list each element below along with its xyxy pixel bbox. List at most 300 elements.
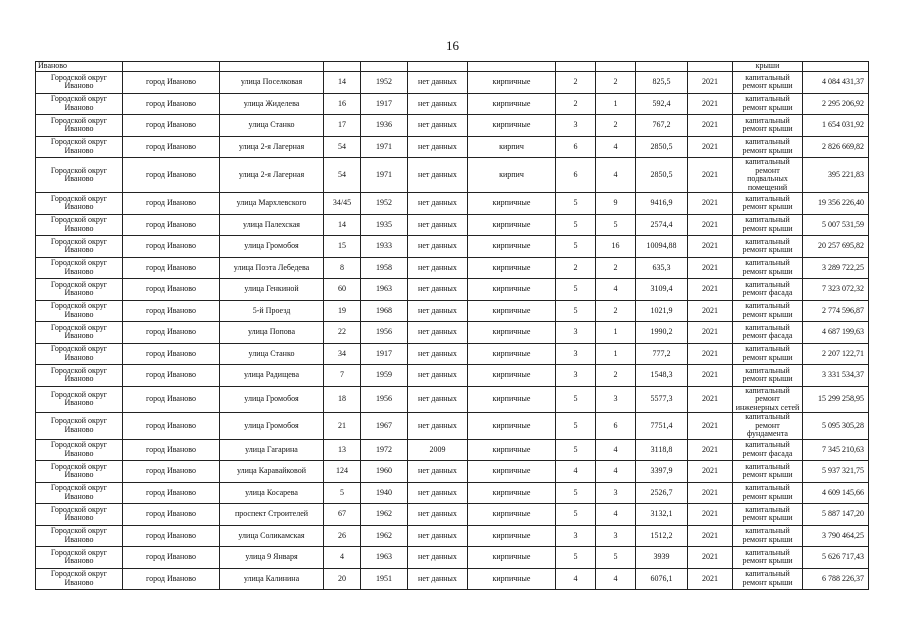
street-cell: улица Громобоя [220,413,324,440]
planned-year-cell: 2021 [688,72,733,94]
street-cell: улица Калинина [220,568,324,590]
year-built-cell: 1951 [361,568,408,590]
wall-material-cell: кирпичные [468,547,556,569]
entrances-cell: 5 [596,547,636,569]
entrances-cell: 1 [596,93,636,115]
municipality-cell: Городской округ Иваново [36,214,123,236]
last-overhaul-year-cell: нет данных [408,482,468,504]
planned-year-cell: 2021 [688,193,733,215]
area-cell: 777,2 [636,343,688,365]
municipality-cell: Городской округ Иваново [36,300,123,322]
work-type-cell: капитальный ремонт крыши [733,72,803,94]
entrances-cell: 9 [596,193,636,215]
year-built-cell: 1952 [361,72,408,94]
floors-cell: 5 [556,214,596,236]
table-row [36,300,869,322]
table-row [36,136,869,158]
cost-cell: 6 788 226,37 [803,568,869,590]
street-cell: улица Станко [220,115,324,137]
planned-year-cell: 2021 [688,236,733,258]
entrances-cell: 4 [596,439,636,461]
cost-cell: 2 826 669,82 [803,136,869,158]
work-type-cell: капитальный ремонт крыши [733,93,803,115]
municipality-cell: Городской округ Иваново [36,482,123,504]
year-built-cell: 1933 [361,236,408,258]
settlement-cell: город Иваново [123,115,220,137]
year-built-cell: 1956 [361,386,408,413]
house-number-cell: 18 [324,386,361,413]
house-number-cell: 7 [324,365,361,387]
wall-material-cell: кирпичные [468,214,556,236]
planned-year-cell: 2021 [688,413,733,440]
settlement-cell: город Иваново [123,525,220,547]
work-type-cell: капитальный ремонт крыши [733,504,803,526]
municipality-cell: Городской округ Иваново [36,257,123,279]
street-cell: улица Соликамская [220,525,324,547]
planned-year-cell: 2021 [688,439,733,461]
street-cell: улица 9 Января [220,547,324,569]
cost-cell: 5 095 305,28 [803,413,869,440]
cost-cell: 4 687 199,63 [803,322,869,344]
settlement-cell: город Иваново [123,257,220,279]
area-cell: 10094,88 [636,236,688,258]
last-overhaul-year-cell: нет данных [408,461,468,483]
planned-year-cell: 2021 [688,158,733,193]
municipality-cell: Городской округ Иваново [36,236,123,258]
planned-year-cell: 2021 [688,257,733,279]
work-type-cell: капитальный ремонт крыши [733,568,803,590]
year-built-cell: 1972 [361,439,408,461]
year-built-cell: 1959 [361,365,408,387]
last-overhaul-year-cell: нет данных [408,115,468,137]
settlement-cell: город Иваново [123,158,220,193]
wall-material-cell: кирпичные [468,93,556,115]
work-type-cell: капитальный ремонт крыши [733,214,803,236]
house-number-cell: 8 [324,257,361,279]
planned-year-cell: 2021 [688,322,733,344]
planned-year-cell: 2021 [688,214,733,236]
last-overhaul-year-cell: нет данных [408,504,468,526]
work-type-cell: капитальный ремонт крыши [733,193,803,215]
street-cell: улица Станко [220,343,324,365]
house-number-cell: 14 [324,214,361,236]
table-row-continued [36,62,869,72]
work-type-cell: капитальный ремонт крыши [733,257,803,279]
planned-year-cell: 2021 [688,93,733,115]
wall-material-cell: кирпич [468,158,556,193]
house-number-cell: 124 [324,461,361,483]
street-cell: улица 2-я Лагерная [220,158,324,193]
area-cell: 3132,1 [636,504,688,526]
wall-material-cell: кирпичные [468,257,556,279]
floors-cell: 5 [556,300,596,322]
street-cell: улица Косарева [220,482,324,504]
house-number-cell: 14 [324,72,361,94]
house-number-cell: 22 [324,322,361,344]
last-overhaul-year-cell: нет данных [408,525,468,547]
cost-cell: 3 289 722,25 [803,257,869,279]
area-cell: 1021,9 [636,300,688,322]
municipality-cell: Городской округ Иваново [36,413,123,440]
wall-material-cell: кирпичные [468,525,556,547]
cost-cell: 5 887 147,20 [803,504,869,526]
year-built-cell: 1917 [361,343,408,365]
last-overhaul-year-cell: нет данных [408,214,468,236]
work-type-cell: капитальный ремонт фасада [733,279,803,301]
municipality-cell: Городской округ Иваново [36,72,123,94]
table-row [36,365,869,387]
floors-cell: 5 [556,279,596,301]
work-type-cell: капитальный ремонт крыши [733,236,803,258]
house-number-cell: 26 [324,525,361,547]
municipality-cell: Городской округ Иваново [36,525,123,547]
wall-material-cell: кирпичные [468,461,556,483]
entrances-cell: 2 [596,257,636,279]
last-overhaul-year-cell: нет данных [408,236,468,258]
settlement-cell: город Иваново [123,504,220,526]
floors-cell: 3 [556,322,596,344]
municipality-cell: Городской округ Иваново [36,439,123,461]
last-overhaul-year-cell: нет данных [408,257,468,279]
planned-year-cell: 2021 [688,461,733,483]
house-number-cell: 4 [324,547,361,569]
year-built-cell: 1963 [361,547,408,569]
floors-cell: 6 [556,136,596,158]
wall-material-cell: кирпичные [468,343,556,365]
area-cell: 9416,9 [636,193,688,215]
table-row [36,439,869,461]
cost-cell: 1 654 031,92 [803,115,869,137]
planned-year-cell: 2021 [688,482,733,504]
cost-cell: 2 774 596,87 [803,300,869,322]
last-overhaul-year-cell: нет данных [408,386,468,413]
year-built-cell: 1935 [361,214,408,236]
year-built-cell: 1963 [361,279,408,301]
street-cell: улица Радищева [220,365,324,387]
work-type-cell: капитальный ремонт крыши [733,365,803,387]
area-cell: 767,2 [636,115,688,137]
table-row [36,322,869,344]
entrances-cell: 1 [596,322,636,344]
last-overhaul-year-cell: нет данных [408,93,468,115]
table-row [36,386,869,413]
planned-year-cell: 2021 [688,568,733,590]
work-type-cell: капитальный ремонт крыши [733,136,803,158]
street-cell: улица Жиделева [220,93,324,115]
table-row [36,547,869,569]
street-cell: улица Гагарина [220,439,324,461]
street-cell: улица Поэта Лебедева [220,257,324,279]
wall-material-cell: кирпичные [468,365,556,387]
table-row [36,525,869,547]
municipality-cell: Городской округ Иваново [36,547,123,569]
area-cell: 2850,5 [636,158,688,193]
entrances-cell: 3 [596,482,636,504]
wall-material-cell: кирпичные [468,279,556,301]
work-type-cell: капитальный ремонт крыши [733,482,803,504]
planned-year-cell: 2021 [688,386,733,413]
area-cell: 635,3 [636,257,688,279]
work-type-cell: капитальный ремонт крыши [733,461,803,483]
planned-year-cell: 2021 [688,365,733,387]
entrances-cell: 4 [596,568,636,590]
floors-cell: 3 [556,525,596,547]
floors-cell: 3 [556,115,596,137]
settlement-cell: город Иваново [123,300,220,322]
entrances-cell: 4 [596,158,636,193]
last-overhaul-year-cell: нет данных [408,365,468,387]
area-cell: 1548,3 [636,365,688,387]
house-number-cell: 13 [324,439,361,461]
last-overhaul-year-cell: нет данных [408,72,468,94]
cost-cell: 7 323 072,32 [803,279,869,301]
area-cell: 3939 [636,547,688,569]
area-cell: 3118,8 [636,439,688,461]
entrances-cell: 2 [596,365,636,387]
floors-cell: 5 [556,547,596,569]
floors-cell: 2 [556,72,596,94]
work-type-cell: капитальный ремонт крыши [733,300,803,322]
settlement-cell: город Иваново [123,136,220,158]
entrances-cell: 2 [596,300,636,322]
municipality-cell: Городской округ Иваново [36,136,123,158]
cost-cell: 395 221,83 [803,158,869,193]
floors-cell: 2 [556,257,596,279]
year-built-cell: 1940 [361,482,408,504]
last-overhaul-year-cell: нет данных [408,136,468,158]
last-overhaul-year-cell: нет данных [408,300,468,322]
table-row [36,279,869,301]
floors-cell: 3 [556,365,596,387]
cost-cell: 4 084 431,37 [803,72,869,94]
year-built-cell: 1952 [361,193,408,215]
municipality-cell: Городской округ Иваново [36,386,123,413]
floors-cell: 5 [556,482,596,504]
planned-year-cell: 2021 [688,547,733,569]
floors-cell: 5 [556,439,596,461]
floors-cell: 3 [556,343,596,365]
floors-cell: 5 [556,193,596,215]
work-type-cell: капитальный ремонт крыши [733,547,803,569]
street-cell: улица Генкиной [220,279,324,301]
street-cell: улица Попова [220,322,324,344]
settlement-cell: город Иваново [123,439,220,461]
entrances-cell: 4 [596,504,636,526]
wall-material-cell: кирпичные [468,504,556,526]
work-type-cell: капитальный ремонт фасада [733,322,803,344]
year-built-cell: 1960 [361,461,408,483]
year-built-cell: 1971 [361,158,408,193]
entrances-cell: 16 [596,236,636,258]
wall-material-cell: кирпичные [468,322,556,344]
house-number-cell: 60 [324,279,361,301]
last-overhaul-year-cell: нет данных [408,547,468,569]
cost-cell: 5 007 531,59 [803,214,869,236]
municipality-cell: Городской округ Иваново [36,504,123,526]
cost-cell: 20 257 695,82 [803,236,869,258]
area-cell: 2526,7 [636,482,688,504]
entrances-cell: 4 [596,136,636,158]
year-built-cell: 1962 [361,504,408,526]
last-overhaul-year-cell: нет данных [408,568,468,590]
settlement-cell: город Иваново [123,322,220,344]
year-built-cell: 1968 [361,300,408,322]
wall-material-cell: кирпичные [468,386,556,413]
wall-material-cell: кирпичные [468,413,556,440]
cost-cell: 15 299 258,95 [803,386,869,413]
municipality-cell: Иваново [36,62,123,72]
last-overhaul-year-cell: 2009 [408,439,468,461]
entrances-cell: 3 [596,386,636,413]
table-row [36,93,869,115]
settlement-cell: город Иваново [123,279,220,301]
table-row [36,504,869,526]
street-cell: улица Мархлевского [220,193,324,215]
wall-material-cell: кирпичные [468,300,556,322]
municipality-cell: Городской округ Иваново [36,279,123,301]
floors-cell: 2 [556,93,596,115]
last-overhaul-year-cell: нет данных [408,343,468,365]
wall-material-cell: кирпичные [468,439,556,461]
table-row [36,72,869,94]
page-number: 16 [446,38,459,53]
cost-cell: 7 345 210,63 [803,439,869,461]
wall-material-cell: кирпичные [468,72,556,94]
settlement-cell: город Иваново [123,343,220,365]
work-type-cell: капитальный ремонт инженерных сетей [733,386,803,413]
floors-cell: 5 [556,504,596,526]
house-number-cell: 15 [324,236,361,258]
cost-cell: 3 331 534,37 [803,365,869,387]
work-type-cell: капитальный ремонт фундамента [733,413,803,440]
street-cell: улица Каравайковой [220,461,324,483]
area-cell: 2574,4 [636,214,688,236]
municipality-cell: Городской округ Иваново [36,158,123,193]
work-type-cell: капитальный ремонт крыши [733,115,803,137]
house-number-cell: 5 [324,482,361,504]
house-number-cell: 21 [324,413,361,440]
year-built-cell: 1971 [361,136,408,158]
work-type-cell: капитальный ремонт крыши [733,525,803,547]
settlement-cell: город Иваново [123,547,220,569]
house-number-cell: 19 [324,300,361,322]
table-row [36,482,869,504]
settlement-cell: город Иваново [123,413,220,440]
year-built-cell: 1958 [361,257,408,279]
settlement-cell: город Иваново [123,568,220,590]
settlement-cell: город Иваново [123,236,220,258]
table-row [36,568,869,590]
planned-year-cell: 2021 [688,136,733,158]
settlement-cell: город Иваново [123,386,220,413]
area-cell: 592,4 [636,93,688,115]
entrances-cell: 2 [596,72,636,94]
table-row [36,214,869,236]
wall-material-cell: кирпичные [468,482,556,504]
wall-material-cell: кирпичные [468,193,556,215]
entrances-cell: 6 [596,413,636,440]
table-body [36,62,869,590]
year-built-cell: 1962 [361,525,408,547]
area-cell: 825,5 [636,72,688,94]
entrances-cell: 5 [596,214,636,236]
floors-cell: 5 [556,386,596,413]
year-built-cell: 1956 [361,322,408,344]
house-number-cell: 17 [324,115,361,137]
municipality-cell: Городской округ Иваново [36,343,123,365]
table-row [36,343,869,365]
area-cell: 2850,5 [636,136,688,158]
table-row [36,257,869,279]
last-overhaul-year-cell: нет данных [408,158,468,193]
house-number-cell: 34 [324,343,361,365]
planned-year-cell: 2021 [688,525,733,547]
area-cell: 7751,4 [636,413,688,440]
cost-cell: 5 937 321,75 [803,461,869,483]
house-number-cell: 34/45 [324,193,361,215]
house-number-cell: 54 [324,136,361,158]
street-cell: улица 2-я Лагерная [220,136,324,158]
municipality-cell: Городской округ Иваново [36,115,123,137]
entrances-cell: 4 [596,461,636,483]
table-row [36,461,869,483]
house-number-cell: 54 [324,158,361,193]
street-cell: 5-й Проезд [220,300,324,322]
table-row [36,413,869,440]
settlement-cell: город Иваново [123,193,220,215]
cost-cell: 5 626 717,43 [803,547,869,569]
entrances-cell: 4 [596,279,636,301]
entrances-cell: 3 [596,525,636,547]
work-type-cell: капитальный ремонт подвальных помещений [733,158,803,193]
planned-year-cell: 2021 [688,343,733,365]
settlement-cell: город Иваново [123,214,220,236]
entrances-cell: 1 [596,343,636,365]
municipality-cell: Городской округ Иваново [36,322,123,344]
work-type-cell: капитальный ремонт фасада [733,439,803,461]
planned-year-cell: 2021 [688,115,733,137]
street-cell: улица Громобоя [220,236,324,258]
cost-cell: 4 609 145,66 [803,482,869,504]
street-cell: улица Громобоя [220,386,324,413]
cost-cell: 2 295 206,92 [803,93,869,115]
municipality-cell: Городской округ Иваново [36,365,123,387]
year-built-cell: 1917 [361,93,408,115]
cost-cell: 2 207 122,71 [803,343,869,365]
area-cell: 1512,2 [636,525,688,547]
work-type-cell: капитальный ремонт крыши [733,343,803,365]
house-number-cell: 16 [324,93,361,115]
wall-material-cell: кирпичные [468,115,556,137]
table-row [36,115,869,137]
municipality-cell: Городской округ Иваново [36,93,123,115]
planned-year-cell: 2021 [688,300,733,322]
floors-cell: 5 [556,413,596,440]
year-built-cell: 1967 [361,413,408,440]
year-built-cell: 1936 [361,115,408,137]
last-overhaul-year-cell: нет данных [408,279,468,301]
table-row [36,236,869,258]
area-cell: 5577,3 [636,386,688,413]
settlement-cell: город Иваново [123,72,220,94]
planned-year-cell: 2021 [688,504,733,526]
wall-material-cell: кирпичные [468,236,556,258]
last-overhaul-year-cell: нет данных [408,193,468,215]
planned-year-cell: 2021 [688,279,733,301]
overhaul-registry-table [35,61,869,590]
wall-material-cell: кирпич [468,136,556,158]
house-number-cell: 20 [324,568,361,590]
